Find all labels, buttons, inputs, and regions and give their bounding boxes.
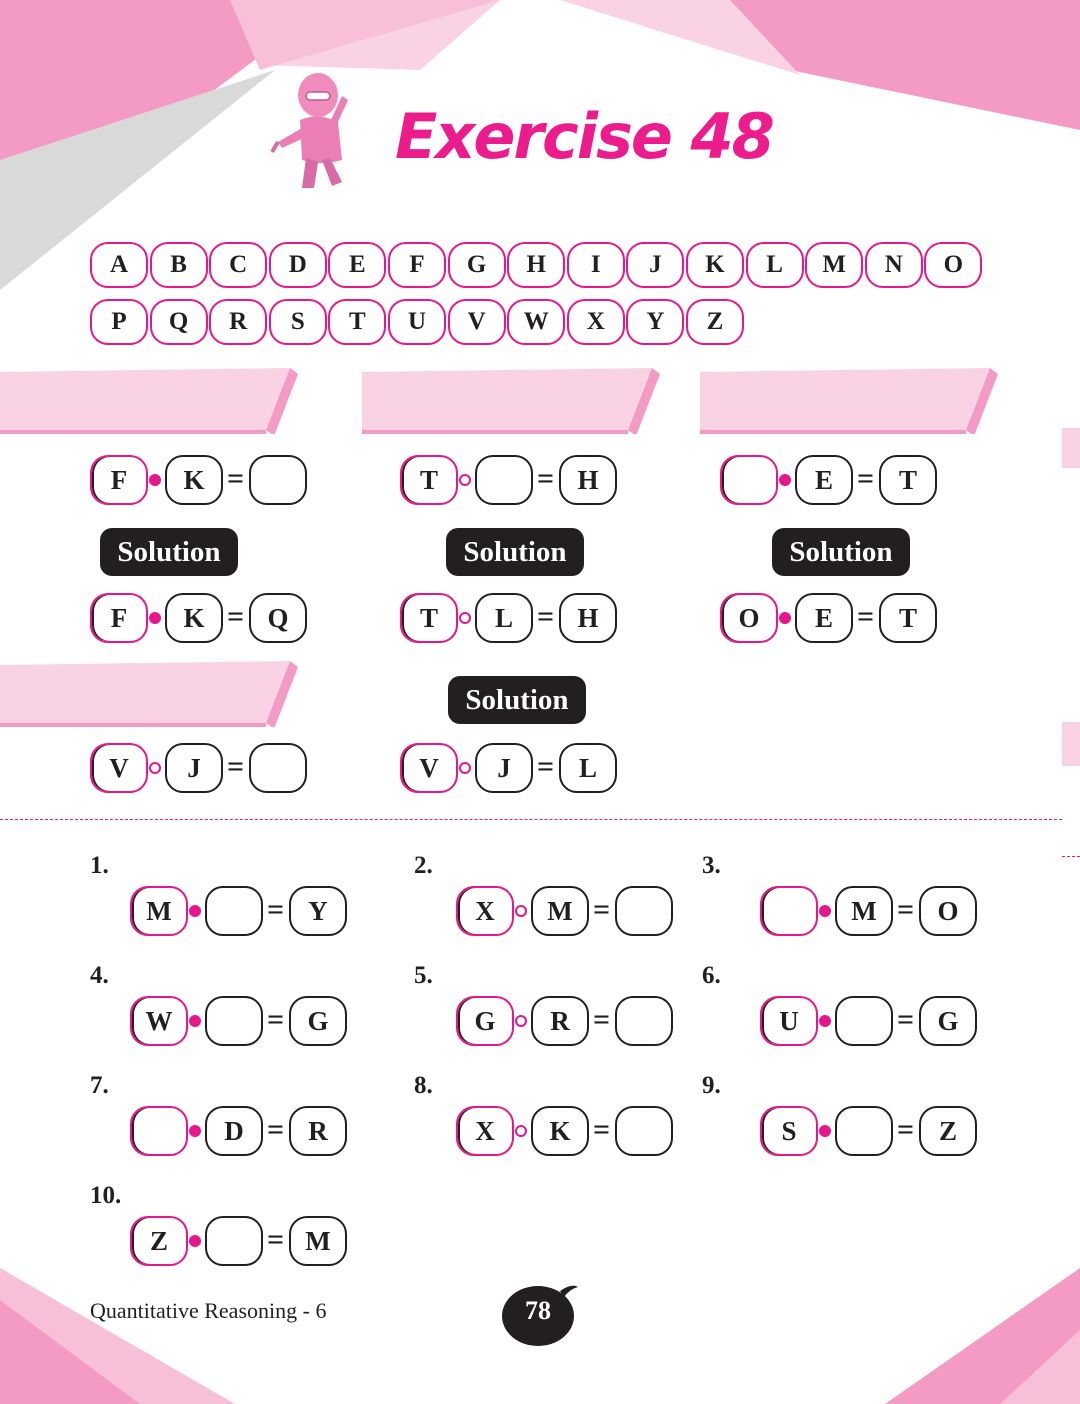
letter-tile-label: M	[822, 251, 846, 278]
letter-tile	[686, 242, 744, 288]
letter-tile	[805, 242, 863, 288]
letter-tile	[388, 242, 446, 288]
hollow-dot-operator-icon	[149, 762, 161, 774]
filled-dot-operator-icon	[189, 905, 201, 917]
filled-dot-operator-icon	[149, 474, 161, 486]
letter-tile	[567, 242, 625, 288]
question-number: 4.	[90, 962, 109, 989]
second-letter-box: R	[531, 996, 589, 1046]
filled-dot-operator-icon	[189, 1015, 201, 1027]
question-number: 8.	[414, 1072, 433, 1099]
result-letter-box: Q	[249, 593, 307, 643]
question-number: 2.	[414, 852, 433, 879]
book-title: Quantitative Reasoning - 6	[90, 1298, 327, 1323]
example-banner	[700, 368, 1000, 434]
letter-tile-label: B	[170, 251, 187, 278]
equals-sign: =	[593, 893, 611, 926]
example-banner	[0, 368, 300, 434]
equals-sign: =	[897, 893, 915, 926]
result-letter-box: M	[289, 1216, 347, 1266]
equals-sign: =	[267, 1003, 285, 1036]
first-letter-box: X	[456, 1106, 514, 1156]
letter-tile	[567, 299, 625, 345]
filled-dot-operator-icon	[779, 612, 791, 624]
letter-tile	[507, 242, 565, 288]
letter-tile-label: O	[943, 251, 964, 278]
result-letter-box: Y	[289, 886, 347, 936]
question-number: 9.	[702, 1072, 721, 1099]
first-letter-box: W	[130, 996, 188, 1046]
solution-label: Solution	[446, 528, 584, 576]
second-letter-box: K	[531, 1106, 589, 1156]
question-number: 7.	[90, 1072, 109, 1099]
example-banner	[362, 368, 662, 434]
letter-tile	[209, 299, 267, 345]
equals-sign: =	[897, 1003, 915, 1036]
first-letter-box: G	[456, 996, 514, 1046]
hollow-dot-operator-icon	[515, 1015, 527, 1027]
result-letter-box: R	[289, 1106, 347, 1156]
second-letter-box: L	[475, 593, 533, 643]
letter-tile	[328, 242, 386, 288]
letter-tile-label: C	[229, 251, 248, 278]
page-number: 78	[525, 1296, 551, 1325]
letter-tile	[269, 299, 327, 345]
hollow-dot-operator-icon	[459, 612, 471, 624]
letter-tile	[209, 242, 267, 288]
first-letter-box: T	[400, 593, 458, 643]
second-letter-box: E	[795, 593, 853, 643]
letter-tile-label: N	[884, 251, 903, 278]
second-letter-box[interactable]	[205, 1216, 263, 1266]
result-letter-box: T	[879, 593, 937, 643]
letter-tile	[865, 242, 923, 288]
letter-tile	[448, 242, 506, 288]
filled-dot-operator-icon	[189, 1235, 201, 1247]
result-letter-box: H	[559, 455, 617, 505]
letter-tile-label: V	[467, 308, 486, 335]
equals-sign: =	[537, 750, 555, 783]
hollow-dot-operator-icon	[459, 474, 471, 486]
second-letter-box: D	[205, 1106, 263, 1156]
second-letter-box: M	[531, 886, 589, 936]
first-letter-box[interactable]	[130, 1106, 188, 1156]
question-number: 6.	[702, 962, 721, 989]
letter-tile-label: L	[766, 251, 783, 278]
letter-tile-label: Z	[706, 308, 724, 335]
equals-sign: =	[537, 600, 555, 633]
letter-tile	[150, 242, 208, 288]
letter-tile-label: W	[523, 308, 549, 335]
letter-tile	[150, 299, 208, 345]
question-number: 1.	[90, 852, 109, 879]
first-letter-box: F	[90, 593, 148, 643]
section-divider-stub	[1062, 856, 1080, 857]
second-letter-box: E	[795, 455, 853, 505]
equals-sign: =	[267, 1113, 285, 1146]
first-letter-box: Z	[130, 1216, 188, 1266]
result-letter-box: O	[919, 886, 977, 936]
letter-tile-label: D	[288, 251, 307, 278]
equals-sign: =	[593, 1113, 611, 1146]
result-letter-box[interactable]	[615, 886, 673, 936]
letter-tile	[90, 299, 148, 345]
solution-label: Solution	[772, 528, 910, 576]
letter-tile	[328, 299, 386, 345]
letter-tile-label: Y	[646, 308, 665, 335]
equals-sign: =	[227, 462, 245, 495]
question-number: 3.	[702, 852, 721, 879]
equals-sign: =	[267, 1223, 285, 1256]
equals-sign: =	[593, 1003, 611, 1036]
equals-sign: =	[227, 750, 245, 783]
result-letter-box: H	[559, 593, 617, 643]
letter-tile-label: Q	[168, 308, 189, 335]
equals-sign: =	[857, 462, 875, 495]
second-letter-box[interactable]	[475, 455, 533, 505]
first-letter-box: M	[130, 886, 188, 936]
letter-tile-label: K	[705, 251, 725, 278]
example-banner	[0, 661, 300, 727]
solution-label: Solution	[448, 676, 586, 724]
result-letter-box: G	[919, 996, 977, 1046]
letter-tile	[388, 299, 446, 345]
letter-tile-label: U	[407, 308, 427, 335]
second-letter-box: K	[165, 593, 223, 643]
letter-tile	[626, 299, 684, 345]
letter-tile-label: A	[109, 251, 129, 278]
filled-dot-operator-icon	[189, 1125, 201, 1137]
equals-sign: =	[227, 600, 245, 633]
letter-tile	[924, 242, 982, 288]
second-letter-box[interactable]	[835, 1106, 893, 1156]
filled-dot-operator-icon	[779, 474, 791, 486]
section-divider	[0, 819, 1062, 820]
hollow-dot-operator-icon	[515, 905, 527, 917]
first-letter-box: V	[90, 743, 148, 793]
second-letter-box: J	[475, 743, 533, 793]
letter-tile	[686, 299, 744, 345]
letter-tile-label: J	[649, 251, 662, 278]
page-title: Exercise 48	[395, 100, 773, 173]
result-letter-box: L	[559, 743, 617, 793]
first-letter-box: T	[400, 455, 458, 505]
solution-label: Solution	[100, 528, 238, 576]
first-letter-box: F	[90, 455, 148, 505]
result-letter-box[interactable]	[615, 996, 673, 1046]
second-letter-box: J	[165, 743, 223, 793]
equals-sign: =	[267, 893, 285, 926]
hollow-dot-operator-icon	[459, 762, 471, 774]
filled-dot-operator-icon	[819, 905, 831, 917]
second-letter-box[interactable]	[205, 996, 263, 1046]
letter-tile-label: G	[466, 251, 487, 278]
letter-tile-label: P	[111, 308, 127, 335]
first-letter-box: V	[400, 743, 458, 793]
first-letter-box: U	[760, 996, 818, 1046]
result-letter-box: T	[879, 455, 937, 505]
mascot-icon	[268, 70, 358, 195]
first-letter-box: O	[720, 593, 778, 643]
letter-tile	[90, 242, 148, 288]
first-letter-box[interactable]	[760, 886, 818, 936]
letter-tile	[746, 242, 804, 288]
result-letter-box: G	[289, 996, 347, 1046]
letter-tile-label: H	[526, 251, 546, 278]
letter-tile-label: T	[349, 308, 366, 335]
filled-dot-operator-icon	[149, 612, 161, 624]
letter-tile-label: F	[409, 251, 425, 278]
result-letter-box: Z	[919, 1106, 977, 1156]
letter-tile-label: S	[290, 308, 305, 335]
filled-dot-operator-icon	[819, 1125, 831, 1137]
letter-tile-label: I	[590, 251, 601, 278]
result-letter-box[interactable]	[249, 743, 307, 793]
question-number: 5.	[414, 962, 433, 989]
first-letter-box[interactable]	[720, 455, 778, 505]
letter-tile	[269, 242, 327, 288]
letter-tile	[507, 299, 565, 345]
second-letter-box[interactable]	[205, 886, 263, 936]
letter-tile-label: X	[586, 308, 605, 335]
letter-tile	[448, 299, 506, 345]
result-letter-box[interactable]	[249, 455, 307, 505]
letter-tile-label: E	[349, 251, 366, 278]
letter-tile-label: R	[229, 308, 248, 335]
letter-tile	[626, 242, 684, 288]
second-letter-box[interactable]	[835, 996, 893, 1046]
equals-sign: =	[897, 1113, 915, 1146]
second-letter-box: M	[835, 886, 893, 936]
first-letter-box: X	[456, 886, 514, 936]
hollow-dot-operator-icon	[515, 1125, 527, 1137]
result-letter-box[interactable]	[615, 1106, 673, 1156]
filled-dot-operator-icon	[819, 1015, 831, 1027]
first-letter-box: S	[760, 1106, 818, 1156]
question-number: 10.	[90, 1182, 122, 1209]
second-letter-box: K	[165, 455, 223, 505]
equals-sign: =	[537, 462, 555, 495]
equals-sign: =	[857, 600, 875, 633]
